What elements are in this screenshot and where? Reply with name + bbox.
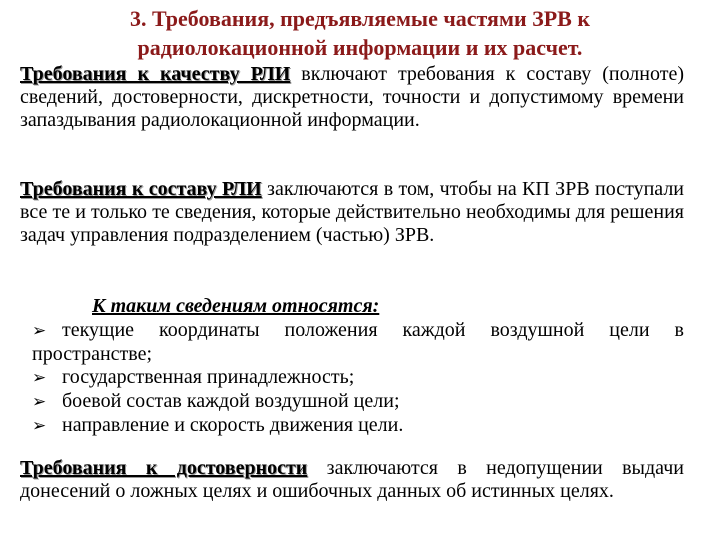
slide-title <box>40 4 680 62</box>
term-quality: Требования к качеству РЛИ <box>20 63 291 85</box>
title-line-2: радиолокационной информации и их расчет. <box>137 35 583 60</box>
list-item <box>32 366 684 390</box>
paragraph-reliability <box>20 457 684 503</box>
arrow-bullet-icon: ➢ <box>32 416 47 436</box>
list-item-text: текущие координаты положения каждой воздушной цели в пространстве; <box>32 319 684 365</box>
list-item-text: государственная принадлежность; <box>62 366 355 388</box>
term-composition: Требования к составу РЛИ <box>20 178 262 200</box>
list-heading: К таким сведениям относятся: <box>92 295 380 317</box>
info-list <box>32 319 684 438</box>
title-line-1: 3. Требования, предъявляемые частями ЗРВ к <box>129 6 591 31</box>
list-item-text: направление и скорость движения цели. <box>62 414 404 436</box>
list-item-text: боевой состав каждой воздушной цели; <box>62 390 400 412</box>
list-item <box>32 319 684 366</box>
list-item <box>32 414 684 438</box>
paragraph-composition <box>20 178 684 247</box>
paragraph-composition-text: заключаются в том, чтобы на КП ЗРВ поступали все те и только те сведения, которые действительно необходимы для решения задач управления подразделением (частью) ЗРВ. <box>20 178 685 246</box>
paragraph-quality <box>20 63 684 132</box>
arrow-bullet-icon: ➢ <box>32 368 47 388</box>
arrow-bullet-icon: ➢ <box>32 321 47 341</box>
list-item <box>32 390 684 414</box>
paragraph-quality-text: включают требования к составу (полноте) сведений, достоверности, дискретности, точности и допустимому времени запаздывания радиолокационной информации. <box>20 63 684 131</box>
arrow-bullet-icon: ➢ <box>32 392 47 412</box>
paragraph-reliability-text: заключаются в недопущении выдачи донесений о ложных целях и ошибочных данных об истинных целях. <box>20 457 684 502</box>
term-reliability: Требования к достоверности <box>20 457 308 479</box>
